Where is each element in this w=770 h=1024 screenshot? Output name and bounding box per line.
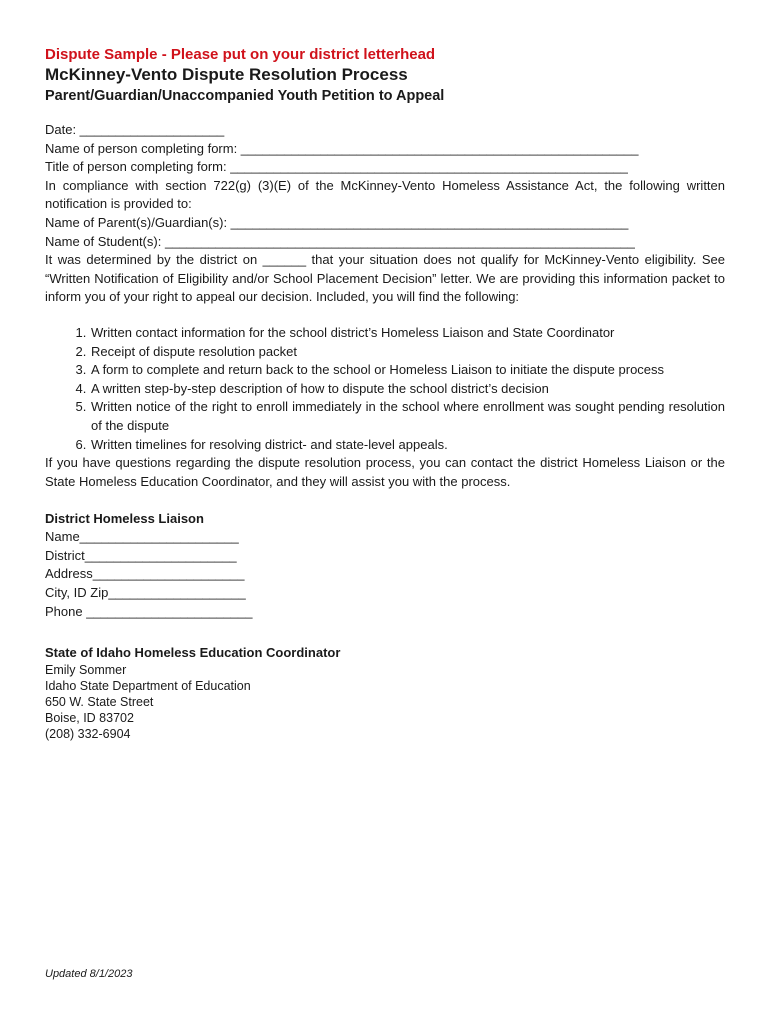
coordinator-organization: Idaho State Department of Education <box>45 679 251 694</box>
coordinator-name: Emily Sommer <box>45 663 127 678</box>
coordinator-street: 650 W. State Street <box>45 695 154 710</box>
coordinator-section <box>45 644 725 742</box>
liaison-section <box>45 510 725 621</box>
student-name-field[interactable]: Name of Student(s): _________________________________________________________________ <box>45 233 635 249</box>
document-subtitle: Parent/Guardian/Unaccompanied Youth Petition to Appeal <box>45 88 445 104</box>
liaison-city-field[interactable]: City, ID Zip___________________ <box>45 585 246 601</box>
determination-paragraph: It was determined by the district on ______ that your situation does not qualify for McKinney-Vento eligibility. See “Written Notification of Eligibility and/or School Placement Decision” letter. We are providing this information packet to inform you of your right to appeal our decision. Included, you will find the following: <box>45 252 725 305</box>
document-page <box>45 46 725 742</box>
list-item: 6. Written timelines for resolving district- and state-level appeals. <box>90 436 725 455</box>
list-item: 1. Written contact information for the school district’s Homeless Liaison and State Coordinator <box>90 324 725 343</box>
updated-date: Updated 8/1/2023 <box>45 968 133 980</box>
document-title: McKinney-Vento Dispute Resolution Process <box>45 65 408 84</box>
liaison-name-field[interactable]: Name______________________ <box>45 529 239 545</box>
list-item: 5. Written notice of the right to enroll immediately in the school where enrollment was sought pending resolution of the dispute <box>90 398 725 435</box>
coordinator-city: Boise, ID 83702 <box>45 711 134 726</box>
letterhead-note: Dispute Sample - Please put on your district letterhead <box>45 46 436 63</box>
liaison-district-field[interactable]: District_____________________ <box>45 547 237 563</box>
liaison-heading: District Homeless Liaison <box>45 511 204 527</box>
list-item: 4. A written step-by-step description of how to dispute the school district’s decision <box>90 380 725 399</box>
name-completing-field[interactable]: Name of person completing form: _______________________________________________________ <box>45 140 639 156</box>
title-completing-field[interactable]: Title of person completing form: _______________________________________________________ <box>45 159 628 175</box>
parent-name-field[interactable]: Name of Parent(s)/Guardian(s): _______________________________________________________ <box>45 214 629 230</box>
date-field[interactable]: Date: ____________________ <box>45 122 225 137</box>
questions-paragraph: If you have questions regarding the dispute resolution process, you can contact the district Homeless Liaison or the State Homeless Education Coordinator, and they will assist you with the process. <box>45 455 725 489</box>
compliance-statement: In compliance with section 722(g) (3)(E) of the McKinney-Vento Homeless Assistance Act, the following written notification is provided to: <box>45 177 725 212</box>
liaison-phone-field[interactable]: Phone _______________________ <box>45 603 253 619</box>
list-item: 2. Receipt of dispute resolution packet <box>90 343 725 362</box>
form-fields <box>45 121 725 251</box>
coordinator-heading: State of Idaho Homeless Education Coordinator <box>45 645 341 661</box>
coordinator-phone: (208) 332-6904 <box>45 727 131 742</box>
liaison-address-field[interactable]: Address_____________________ <box>45 566 245 582</box>
list-item: 3. A form to complete and return back to the school or Homeless Liaison to initiate the dispute process <box>90 361 725 380</box>
included-items-list <box>45 324 725 454</box>
